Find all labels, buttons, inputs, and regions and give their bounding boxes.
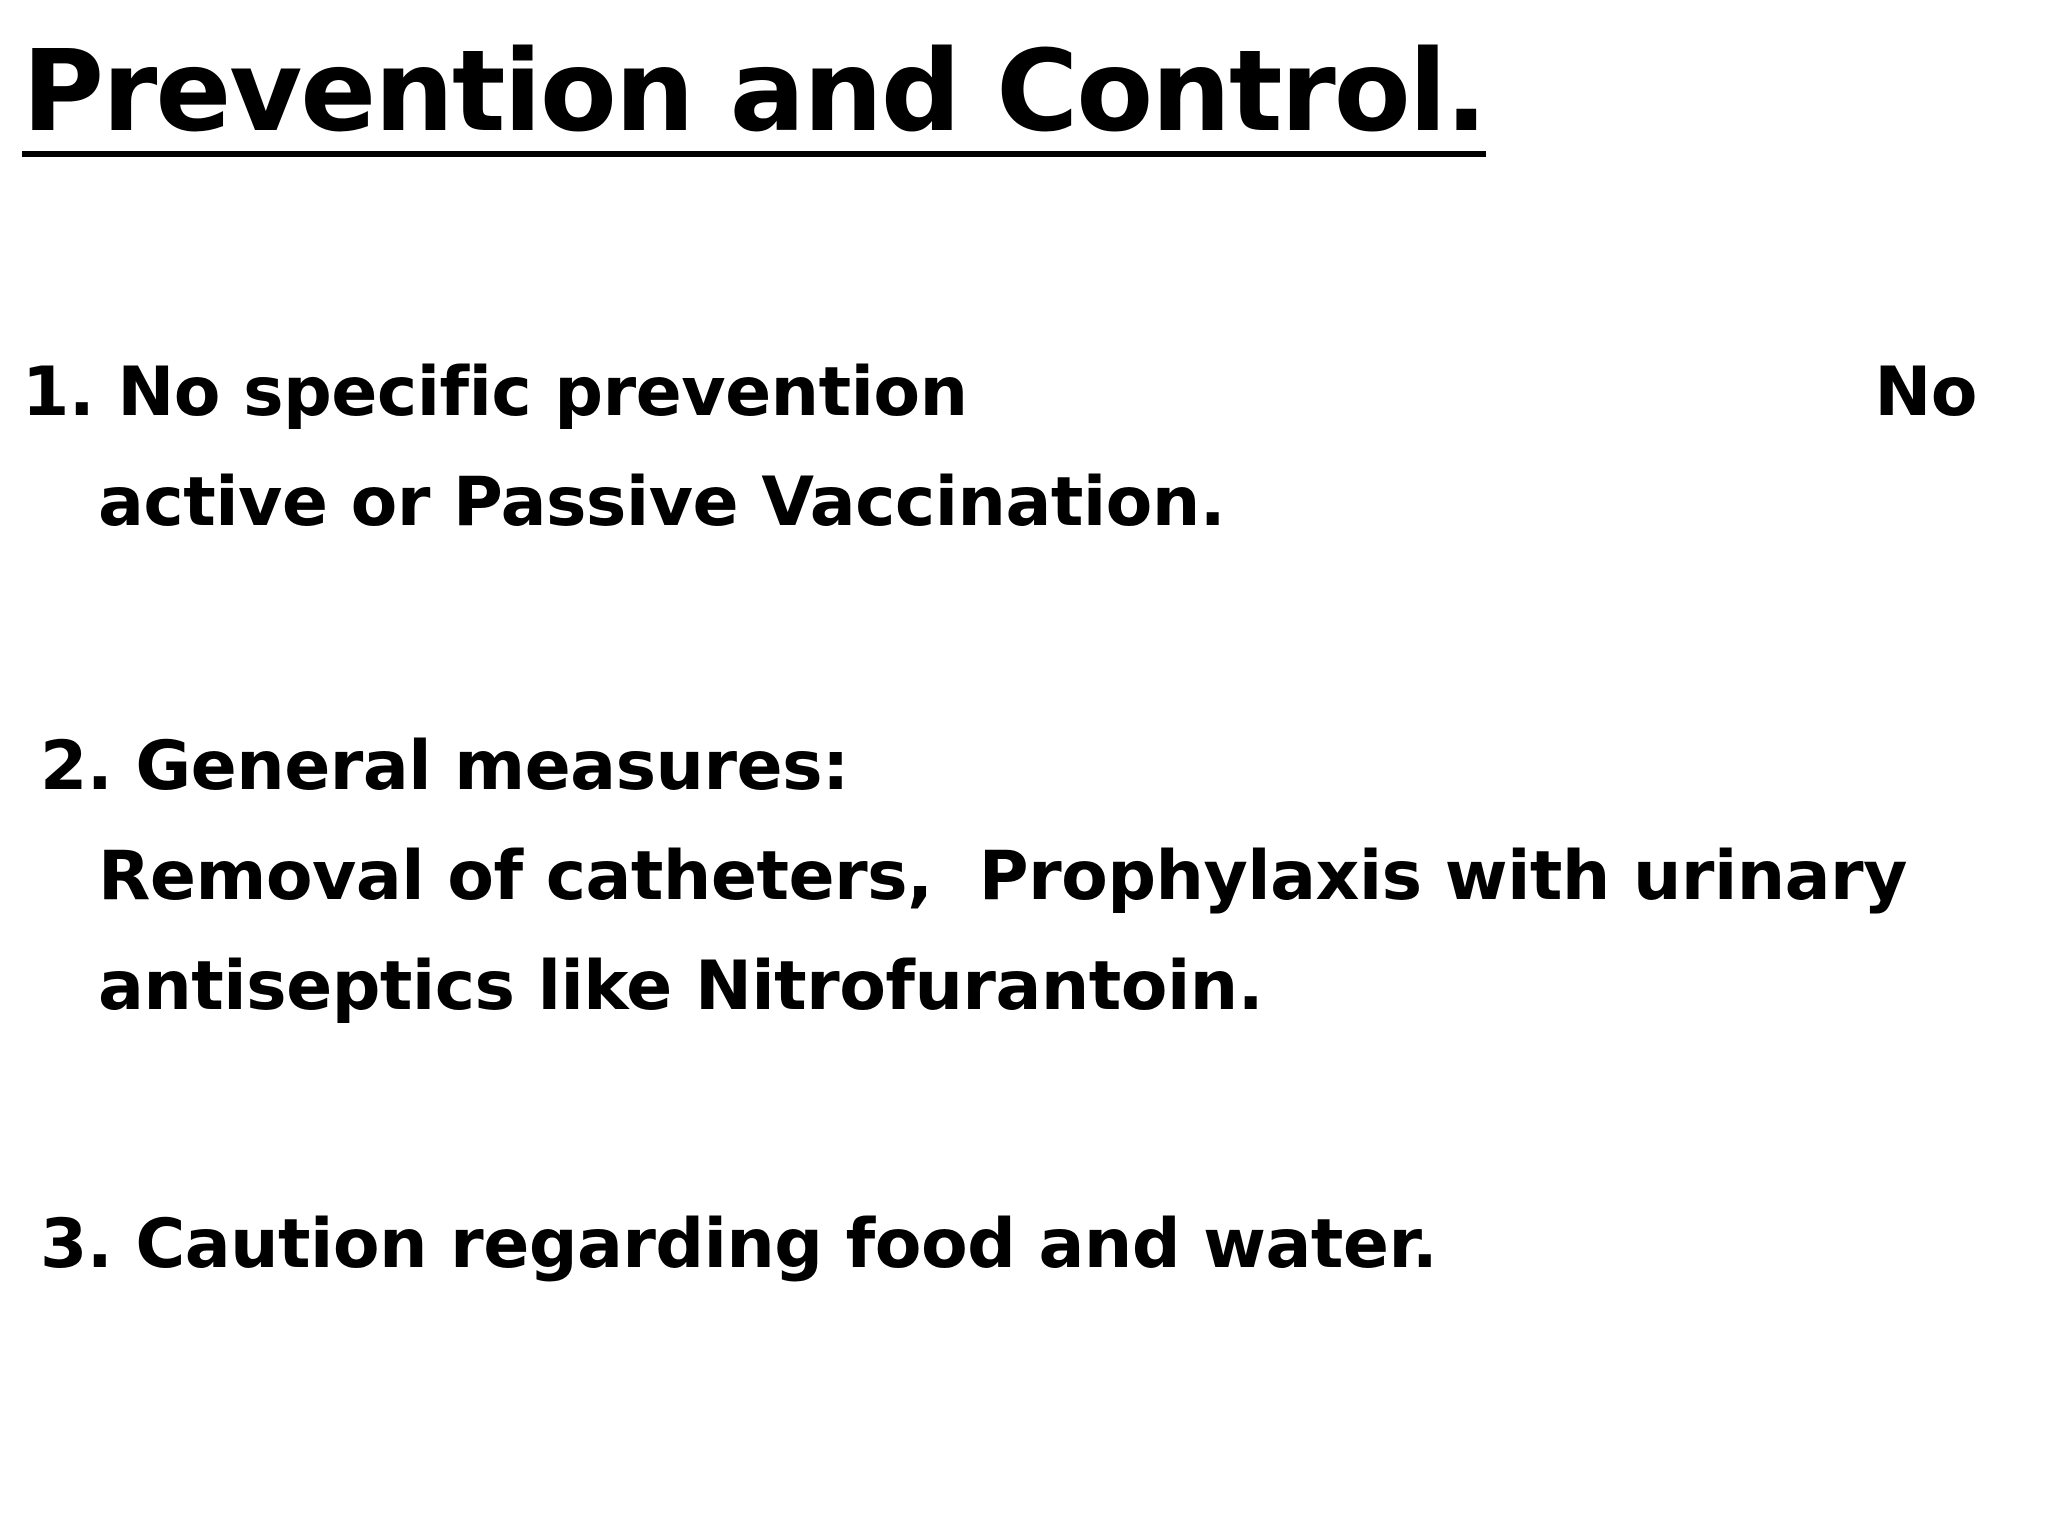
- list-item-2: [40, 712, 1907, 1042]
- list-item-2-line-2: antiseptics like Nitrofurantoin.: [98, 947, 1264, 1026]
- list-item-3-first-line: [40, 1190, 1437, 1300]
- list-item-2-line-1: Removal of catheters, Prophylaxis with urinary: [98, 837, 1907, 916]
- list-item-1-trailing: No: [1874, 353, 1977, 432]
- list-item-3-heading: Caution regarding food and water.: [135, 1205, 1438, 1284]
- list-item-1-lead: [22, 338, 968, 448]
- list-item-2-heading: General measures:: [135, 727, 849, 806]
- slide-title: [22, 28, 1486, 157]
- list-item-2-first-line: [40, 712, 1907, 822]
- list-item-3: [40, 1190, 1437, 1300]
- list-item-1-number: 1.: [22, 353, 95, 432]
- list-item-2-number: 2.: [40, 727, 113, 806]
- slide-title-text: Prevention and Control.: [22, 27, 1486, 157]
- list-item-1: [22, 338, 1982, 558]
- list-item-1-heading: No specific prevention: [117, 353, 968, 432]
- list-item-1-continuation: active or Passive Vaccination.: [98, 463, 1226, 542]
- list-item-1-first-line: [22, 338, 1977, 448]
- list-item-3-number: 3.: [40, 1205, 113, 1284]
